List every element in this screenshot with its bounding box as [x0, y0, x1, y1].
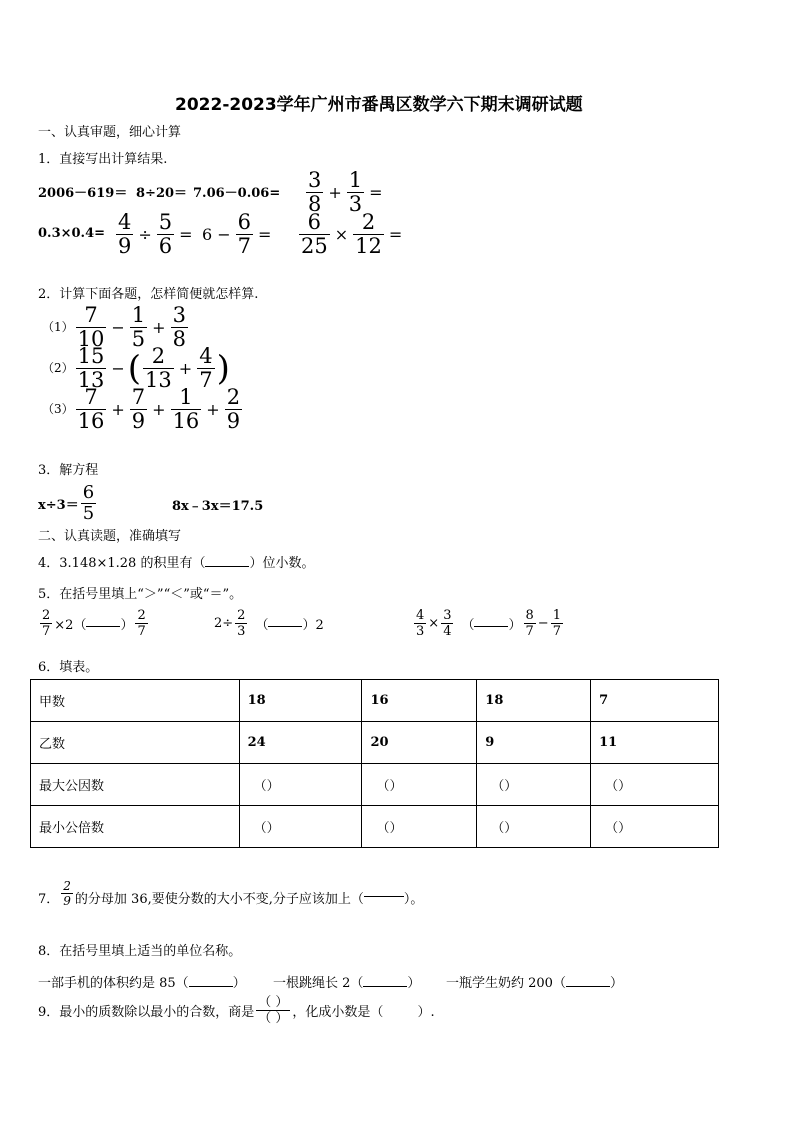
row-header: 最大公因数 — [31, 764, 240, 806]
question-7: 7． $\frac{2}{9}$ 的分母加 36,要使分数的大小不变,分子应该加上（ ）。 — [38, 879, 424, 908]
page-title: 2022-2023学年广州市番禺区数学六下期末调研试题 — [175, 95, 583, 115]
compare-blank[interactable] — [86, 615, 120, 627]
answer-blank[interactable]: （ ） — [258, 995, 289, 1010]
question-9: 9．最小的质数除以最小的合数，商是 $\frac{( )}{( )}$ ，化成小数是（ ）. — [38, 995, 435, 1026]
question-5-label: 5．在括号里填上“＞”“＜”或“＝”。 — [38, 587, 243, 602]
question-6-label: 6．填表。 — [38, 660, 99, 675]
answer-blank[interactable]: （ ） — [258, 1011, 289, 1026]
question-3-label: 3．解方程 — [38, 463, 99, 478]
q2-problem-1: （1） $\frac{7}{10}$ − $\frac{1}{5}$ + $\frac{3}{8}$ — [42, 303, 186, 351]
q1-expr-7: 6 − $\frac{6}{7}$ = — [202, 210, 272, 258]
table-cell: 11 — [591, 722, 719, 764]
table-row — [31, 806, 719, 848]
table-cell: 20 — [362, 722, 477, 764]
row-header: 甲数 — [31, 680, 240, 722]
answer-blank[interactable] — [364, 885, 404, 897]
table-cell: 16 — [362, 680, 477, 722]
q3-equation-2: 8x﹣3x＝17.5 — [172, 499, 264, 514]
question-4: 4．3.148×1.28 的积里有（ ）位小数。 — [38, 556, 315, 571]
section-heading-1: 一、认真审题，细心计算 — [38, 125, 182, 140]
question-2-label: 2．计算下面各题，怎样简便就怎样算. — [38, 287, 259, 302]
question-1-label: 1．直接写出计算结果. — [38, 152, 168, 167]
table-cell: 18 — [477, 680, 591, 722]
answer-blank[interactable] — [189, 975, 233, 987]
table-cell: 24 — [239, 722, 362, 764]
q8-item-b: 一根跳绳长 2（ ） — [273, 976, 421, 991]
answer-cell[interactable]: （） — [477, 764, 591, 806]
table-row — [31, 764, 719, 806]
answer-blank[interactable] — [363, 975, 407, 987]
answer-cell[interactable]: （） — [591, 764, 719, 806]
answer-cell[interactable]: （） — [477, 806, 591, 848]
q2-problem-2: （2） $\frac{15}{13}$ −( $\frac{2}{13}$ + $\frac{4}{7}$ ) — [42, 344, 230, 392]
q5-compare-2: 2÷ $\frac{2}{3}$ （ ）2 — [214, 608, 324, 639]
q3-equation-1: x÷3＝ $\frac{6}{5}$ — [38, 482, 95, 524]
q1-expr-8: $\frac{6}{25}$ × $\frac{2}{12}$ = — [301, 210, 403, 258]
answer-cell[interactable]: （） — [591, 806, 719, 848]
answer-cell[interactable]: （） — [362, 764, 477, 806]
q1-expr-6: $\frac{4}{9}$ ÷ $\frac{5}{6}$ = — [118, 210, 193, 258]
q1-expr-3: 7.06－0.06= — [193, 186, 281, 201]
compare-blank[interactable] — [268, 615, 302, 627]
q8-item-c: 一瓶学生奶约 200（ ） — [446, 976, 623, 991]
table-row — [31, 722, 719, 764]
table-cell: 18 — [239, 680, 362, 722]
section-heading-2: 二、认真读题，准确填写 — [38, 529, 182, 544]
answer-cell[interactable]: （） — [239, 806, 362, 848]
table-cell: 7 — [591, 680, 719, 722]
q5-compare-3: $\frac{4}{3}$ × $\frac{3}{4}$ （ ） $\frac{8}{7}$ − $\frac{1}{7}$ — [416, 608, 561, 639]
row-header: 最小公倍数 — [31, 806, 240, 848]
fill-table — [30, 679, 719, 848]
q8-item-a: 一部手机的体积约是 85（ ） — [38, 976, 246, 991]
compare-blank[interactable] — [474, 615, 508, 627]
q2-problem-3: （3） $\frac{7}{16}$ + $\frac{7}{9}$ + $\frac{1}{16}$ + $\frac{2}{9}$ — [42, 385, 241, 433]
q5-compare-1: $\frac{2}{7}$ ×2（ ） $\frac{2}{7}$ — [42, 608, 146, 639]
answer-cell[interactable]: （） — [239, 764, 362, 806]
q1-expr-5: 0.3×0.4= — [38, 226, 106, 241]
table-row — [31, 680, 719, 722]
question-8-label: 8．在括号里填上适当的单位名称。 — [38, 944, 242, 959]
table-cell: 9 — [477, 722, 591, 764]
row-header: 乙数 — [31, 722, 240, 764]
answer-blank[interactable] — [205, 555, 249, 567]
answer-cell[interactable]: （） — [362, 806, 477, 848]
q1-expr-4: $\frac{3}{8}$ + $\frac{1}{3}$ = — [308, 168, 383, 216]
answer-blank[interactable] — [566, 975, 610, 987]
q1-expr-2: 8÷20＝ — [136, 186, 188, 201]
q1-expr-1: 2006－619＝ — [38, 186, 128, 201]
